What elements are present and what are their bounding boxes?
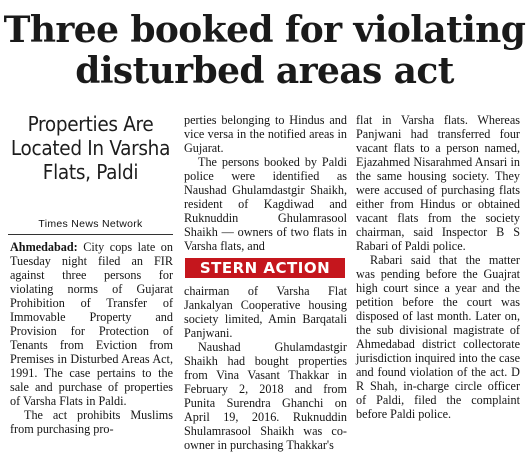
paragraph: The persons booked by Paldi police were identified as Naushad Ghulamdastgir Shaikh, resident of Kagdiwad and Ruknuddin Ghulamrasool Shaikh — owners of two flats in Varsha flats, and — [184, 155, 347, 253]
column-1 — [10, 240, 173, 436]
paragraph-lead — [10, 240, 173, 408]
section-tag: STERN ACTION — [185, 258, 345, 278]
byline: Times News Network — [38, 218, 143, 230]
headline-line-1: Three booked for violating — [3, 9, 526, 51]
column-2 — [184, 113, 347, 253]
dateline: Ahmedabad: — [10, 240, 78, 254]
headline — [0, 10, 529, 92]
paragraph: Rabari said that the matter was pending before the Guajrat high court since a year and the petition before the court was disposed of last month. Later on, the sub divisional magistrate of Ahmedabad district collectorate jurisdiction inquired into the case and found violation of the act. D R Shah, in-charge circle officer of Paldi, filed the complaint before Paldi police. — [356, 253, 520, 421]
lead-text: City cops late on Tuesday night filed an FIR against three persons for violating norms of Gujarat Prohibition of Transfer of Immovable Property and Provision for Protection of Tenants from Eviction from Premises in Disturbed Areas Act, 1991. The case pertains to the sale and purchase of properties of Varsha Flats in Paldi. — [10, 240, 173, 408]
paragraph: flat in Varsha flats. Whereas Panjwani had transferred four vacant flats to a person named, Ejazahmed Nisarahmed Ansari in the same housing society. They were accused of purchasing flats either from Hindus or obtained vacant flats from the society chairman, said Inspector B S Rabari of Paldi police. — [356, 113, 520, 253]
paragraph: chairman of Varsha Flat Jankalyan Cooperative housing society limited, Amin Barqatali Panjwani. — [184, 284, 347, 340]
paragraph: Naushad Ghulamdastgir Shaikh had bought properties from Vina Vasant Thakkar in February 2, 2018 and from Punita Surendra Ghanchi on April 19, 2016. Ruknuddin Shulamrasool Shaikh was co-owner in purchasing Thakkar's — [184, 340, 347, 452]
byline-rule — [8, 234, 173, 235]
paragraph: perties belonging to Hindus and vice versa in the notified areas in Gujarat. — [184, 113, 347, 155]
column-3 — [356, 113, 520, 421]
headline-line-2: disturbed areas act — [75, 50, 454, 92]
paragraph: The act prohibits Muslims from purchasing pro- — [10, 408, 173, 436]
column-2-continued — [184, 284, 347, 452]
deck: Properties Are Located In Varsha Flats, Paldi — [10, 112, 171, 184]
